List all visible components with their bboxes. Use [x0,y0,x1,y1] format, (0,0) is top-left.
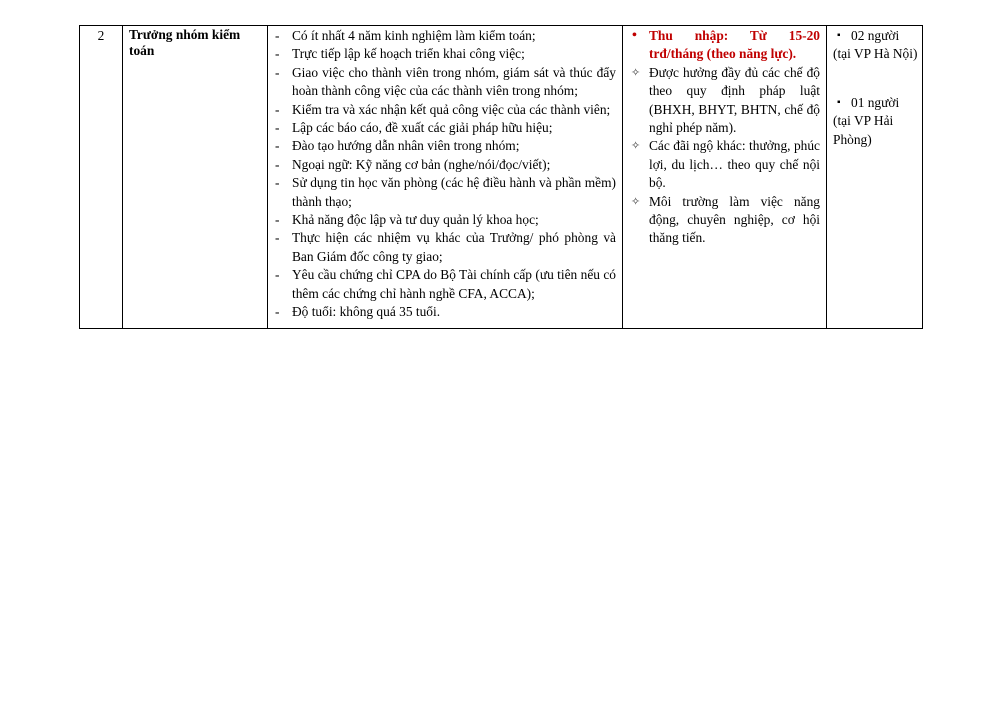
requirement-text: Lập các báo cáo, đề xuất các giải pháp hữu hiệu; [292,120,553,136]
benefit-item [627,193,820,248]
dash-marker-icon: - [275,138,280,154]
headcount: 02 người [851,28,900,43]
requirement-item [272,119,616,137]
dash-marker-icon: - [275,175,280,191]
requirement-item [272,211,616,229]
income-item [627,27,820,64]
diamond-bullet-icon: ✧ [631,66,641,79]
bullet-icon: • [632,28,637,43]
benefit-text: Môi trường làm việc năng động, chuyên nghiệp, cơ hội thăng tiến. [649,193,820,246]
requirement-text: Ngoại ngữ: Kỹ năng cơ bản (nghe/nói/đọc/viết); [292,156,551,172]
requirement-text: Khả năng độc lập và tư duy quản lý khoa học; [292,212,539,228]
quantity-count-line [833,94,920,112]
square-bullet-icon: ▪ [837,30,841,41]
requirement-text: Kiểm tra và xác nhận kết quả công việc của các thành viên; [292,101,611,117]
benefits-cell [623,26,827,329]
requirement-item [272,229,616,266]
requirement-item [272,101,616,119]
dash-marker-icon: - [275,120,280,136]
income-text: Thu nhập: Từ 15-20 trđ/tháng (theo năng lực). [649,28,820,62]
dash-marker-icon: - [275,212,280,228]
benefit-item [627,137,820,192]
benefit-item [627,64,820,138]
office-location: (tại VP Hải Phòng) [833,113,894,147]
benefits-list [627,27,820,248]
requirement-item [272,137,616,155]
quantity-cell [827,26,923,329]
dash-marker-icon: - [275,267,280,283]
requirement-text: Trực tiếp lập kế hoạch triển khai công việc; [292,46,525,62]
benefit-text: Các đãi ngộ khác: thưởng, phúc lợi, du lịch… theo quy chế nội bộ. [649,138,820,191]
requirement-text: Sử dụng tin học văn phòng (các hệ điều hành và phần mềm) thành thạo; [292,175,616,209]
quantity-count-line [833,27,920,45]
dash-marker-icon: - [275,46,280,62]
dash-marker-icon: - [275,28,280,43]
office-location: (tại VP Hà Nội) [833,46,918,62]
requirement-item [272,174,616,211]
requirement-item [272,27,616,45]
spacer [833,64,920,94]
headcount: 01 người [851,94,900,110]
requirements-cell [268,26,623,329]
requirement-text: Có ít nhất 4 năm kinh nghiệm làm kiểm toán; [292,28,536,43]
quantity-item [833,94,920,149]
requirement-text: Độ tuổi: không quá 35 tuổi. [292,304,441,320]
job-listing-table [79,25,923,329]
dash-marker-icon: - [275,64,280,80]
square-bullet-icon: ▪ [837,96,841,108]
requirement-text: Thực hiện các nhiệm vụ khác của Trưởng/ phó phòng và Ban Giám đốc công ty giao; [292,230,616,264]
quantity-list [833,27,920,149]
requirement-item [272,45,616,63]
dash-marker-icon: - [275,230,280,246]
requirement-item [272,156,616,174]
requirements-list [272,27,616,322]
requirement-item [272,266,616,303]
benefit-text: Được hưởng đầy đủ các chế độ theo quy định pháp luật (BHXH, BHYT, BHTN, chế độ nghỉ phép năm). [649,64,820,136]
dash-marker-icon: - [275,101,280,117]
requirement-text: Yêu cầu chứng chỉ CPA do Bộ Tài chính cấp (ưu tiên nếu có thêm các chứng chỉ hành nghề CFA, ACCA); [292,267,616,301]
quantity-item [833,27,920,64]
diamond-bullet-icon: ✧ [631,140,641,153]
dash-marker-icon: - [275,156,280,172]
requirement-text: Giao việc cho thành viên trong nhóm, giám sát và thúc đẩy hoàn thành công việc của các thành viên trong nhóm; [292,64,616,99]
requirement-item [272,64,616,101]
requirement-item [272,303,616,321]
requirement-text: Đào tạo hướng dẫn nhân viên trong nhóm; [292,138,520,154]
diamond-bullet-icon: ✧ [631,195,641,208]
table-row [80,26,923,329]
dash-marker-icon: - [275,304,280,320]
row-number: 2 [80,26,123,329]
position-title: Trưởng nhóm kiểm toán [123,26,268,329]
